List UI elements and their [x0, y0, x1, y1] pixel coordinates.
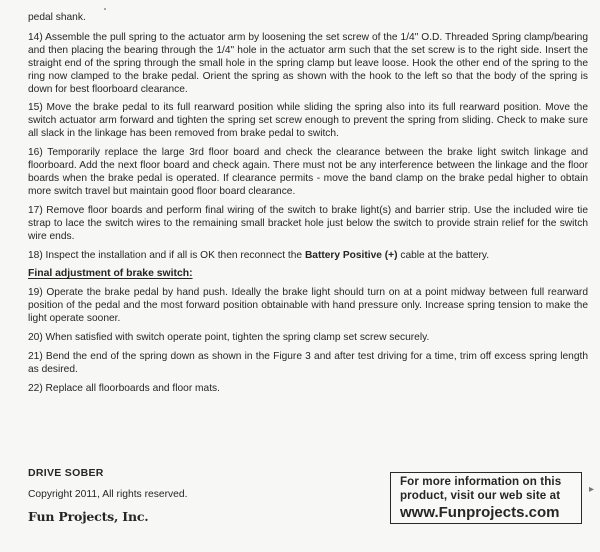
instructions-text	[28, 12, 588, 402]
scan-speck	[104, 8, 106, 10]
scan-mark-icon: ▸	[589, 484, 595, 495]
step-15: 15) Move the brake pedal to its full rearward position while sliding the spring also into its full rearward position. Move the switch actuator arm forward and tighten the spring set screw enough to prevent the spring from sliding. Check to make sure all slack in the linkage has been removed from brake pedal to switch.	[28, 102, 588, 140]
info-line-1: For more information on this	[400, 475, 562, 488]
step-16: 16) Temporarily replace the large 3rd floor board and check the clearance between the brake light switch linkage and floorboard. Add the next floor board and check again. There must not be any interference between the linkage and the floor boards when the brake pedal is operated. If clearance permits - move the band clamp on the brake pedal higher to obtain more switch travel but maintain good floor board clearance.	[28, 147, 588, 197]
step-22: 22) Replace all floorboards and floor mats.	[28, 382, 220, 394]
final-adjustment-heading: Final adjustment of brake switch:	[28, 268, 193, 280]
step-18-text-pre: 18) Inspect the installation and if all is OK then reconnect the	[28, 249, 305, 261]
step-20: 20) When satisfied with switch operate point, tighten the spring clamp set screw securely.	[28, 332, 430, 344]
info-line-2: product, visit our web site at	[400, 489, 561, 502]
website-url: www.Funprojects.com	[400, 504, 560, 521]
copyright-notice: Copyright 2011, All rights reserved.	[28, 489, 188, 500]
pedal-shank-fragment: pedal shank.	[28, 12, 86, 23]
drive-sober-label: DRIVE SOBER	[28, 467, 104, 479]
step-18-text-post: cable at the battery.	[397, 249, 490, 261]
battery-positive-emphasis: Battery Positive (+)	[304, 249, 398, 261]
step-14: 14) Assemble the pull spring to the actuator arm by loosening the set screw of the 1/4" O.D. Threaded Spring clamp/bearing and then placing the bearing through the 1/4" hole in the actuator arm such that the set screw is to the right side. Insert the straight end of the spring through the small hole in the spring clamp but leave loose. Hook the other end of the spring to the ring now clamped to the brake pedal. Orient the spring as shown with the hook to the left so that the body of the spring is down for best floorboard clearance.	[28, 31, 588, 95]
step-21: 21) Bend the end of the spring down as shown in the Figure 3 and after test driving for a time, trim off excess spring length as desired.	[28, 350, 588, 375]
step-17: 17) Remove floor boards and perform final wiring of the switch to brake light(s) and barrier strip. Use the included wire tie strap to lace the switch wires to the remaining small bracket hole just below the switch to provide strain relief for the switch wire ends.	[28, 204, 588, 242]
step-18	[28, 250, 588, 263]
step-19: 19) Operate the brake pedal by hand push. Ideally the brake light should turn on at a point midway between full rearward position of the pedal and the most forward position obtainable with hand pressure only. Increase spring tension to make the light operate sooner.	[28, 287, 588, 325]
company-logo: Fun Projects, Inc.	[28, 509, 149, 524]
website-info-box	[390, 472, 582, 524]
